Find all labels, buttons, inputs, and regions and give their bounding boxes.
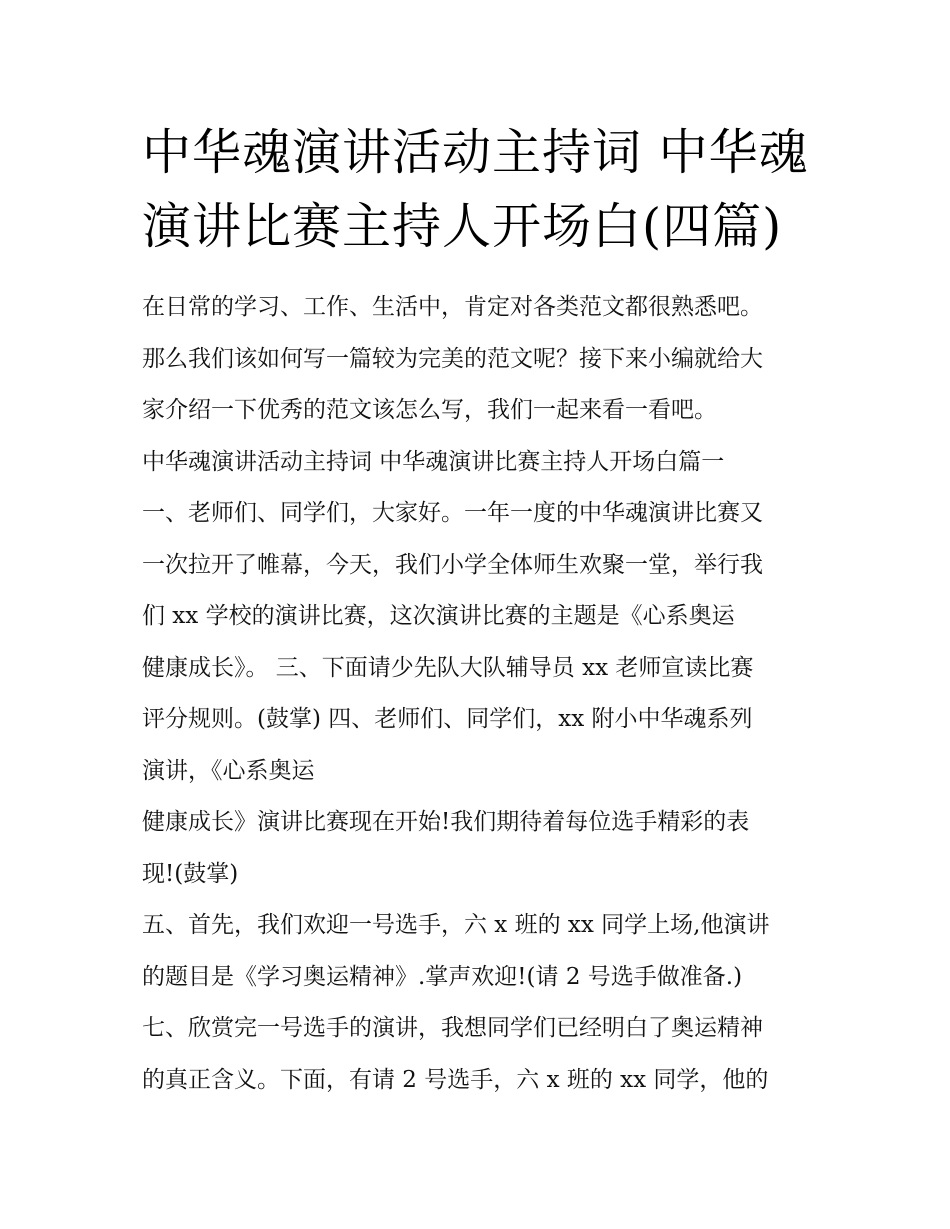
body-line: 在日常的学习、工作、生活中，肯定对各类范文都很熟悉吧。 [142, 294, 763, 320]
body-line: 的真正含义。下面，有请 2 号选手，六 x 班的 xx 同学，他的 [142, 1066, 769, 1093]
body-line: 健康成长》。 三、下面请少先队大队辅导员 xx 老师宣读比赛 [142, 654, 754, 681]
body-line: 评分规则。(鼓掌) 四、老师们、同学们，xx 附小中华魂系列 [142, 706, 753, 732]
body-line: 们 xx 学校的演讲比赛，这次演讲比赛的主题是《心系奥运 [142, 603, 735, 629]
body-line: 健康成长》演讲比赛现在开始!我们期待着每位选手精彩的表 [142, 809, 750, 835]
body-line: 家介绍一下优秀的范文该怎么写，我们一起来看一看吧。 [142, 397, 717, 423]
body-line: 中华魂演讲活动主持词 中华魂演讲比赛主持人开场白篇一 [142, 448, 725, 475]
document-title [142, 116, 832, 264]
body-line: 的题目是《学习奥运精神》.掌声欢迎!(请 2 号选手做准备.) [142, 963, 743, 990]
body-line: 演讲，《心系奥运 [142, 757, 315, 784]
document-body [142, 282, 822, 1106]
body-line: 一次拉开了帷幕，今天，我们小学全体师生欢聚一堂，举行我 [142, 551, 763, 578]
body-line: 五、首先，我们欢迎一号选手，六 x 班的 xx 同学上场,他演讲 [142, 912, 770, 938]
body-line: 现!(鼓掌) [142, 860, 239, 887]
body-line: 七、欣赏完一号选手的演讲，我想同学们已经明白了奥运精神 [142, 1015, 763, 1041]
title-line: 演讲比赛主持人开场白(四篇) [142, 198, 783, 255]
body-line: 那么我们该如何写一篇较为完美的范文呢？接下来小编就给大 [142, 345, 763, 372]
body-line: 一、老师们、同学们，大家好。一年一度的中华魂演讲比赛又 [142, 500, 763, 526]
title-line: 中华魂演讲活动主持词 中华魂 [142, 124, 809, 181]
